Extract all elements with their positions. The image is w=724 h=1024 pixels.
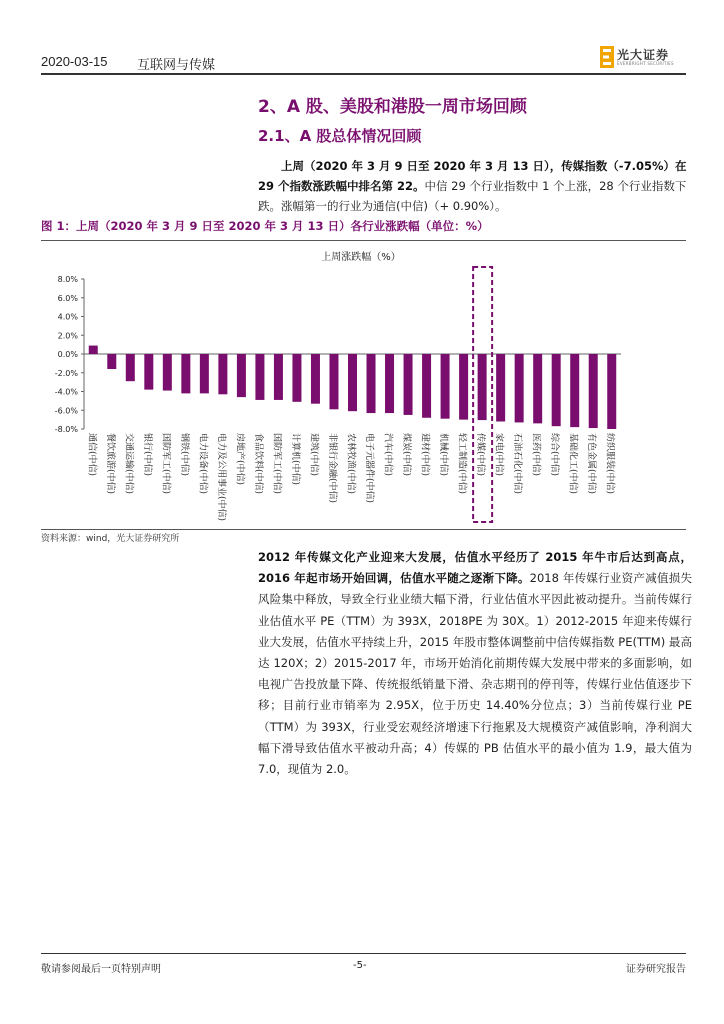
- category-label: 交通运输(中信): [123, 433, 134, 495]
- y-tick-label: -2.0%: [54, 368, 78, 378]
- bar: [496, 354, 505, 422]
- bar: [200, 354, 209, 393]
- category-label: 农林牧渔(中信): [345, 433, 356, 495]
- bar: [348, 354, 357, 411]
- category-label: 建材(中信): [419, 433, 430, 477]
- bar: [292, 354, 301, 402]
- y-tick-label: 0.0%: [57, 350, 78, 359]
- bar: [311, 354, 320, 404]
- bar: [218, 354, 227, 394]
- page-header: [41, 52, 686, 76]
- valuation-body: 2018 年传媒行业资产减值损失风险集中释放，导致全行业业绩大幅下滑，行业估值水平因此被动提升。当前传媒行业估值水平 PE（TTM）为 393X，2018PE 为 30X。1）2012-2015 年迎来传媒行业大发展，估值水平持续上升，2015 年股市整体调整前中信传媒指数 PE(TTM) 最高达 120X；2）2015-2017 年，市场开始消化前期传媒大发展中带来的多面影响，如电视广告投放量下降、传统报纸销量下滑、杂志期刊的停刊等，传媒行业估值逐步下移；目前行业市销率为 2.95X，位于历史 14.40%分位点；3）当前传媒行业 PE（TTM）为 393X，行业受宏观经济增速下行拖累及大规模资产减值影响，净利润大幅下滑导致估值水平被动升高；4）传媒的 PB 估值水平的最小值为 1.9，最大值为 7.0，现值为 2.0。: [258, 571, 693, 777]
- category-label: 家电(中信): [493, 433, 504, 477]
- footer-rule: [41, 953, 686, 954]
- category-label: 汽车(中信): [382, 433, 393, 477]
- weekly-summary-rest: 中信 29 个行业指数中 1 个上涨，28 个行业指数下跌。涨幅第一的行业为通信(中信)（+ 0.90%）。: [258, 179, 687, 213]
- bar: [107, 354, 116, 369]
- category-label: 电子元器件(中信): [364, 433, 375, 504]
- figure-title: 图 1：上周（2020 年 3 月 9 日至 2020 年 3 月 13 日）各行业涨跌幅（单位：%）: [41, 219, 489, 233]
- bar: [144, 354, 153, 390]
- header-rule: [41, 73, 686, 75]
- category-label: 机械(中信): [438, 433, 449, 477]
- category-label: 电力设备(中信): [197, 433, 208, 495]
- category-label: 综合(中信): [549, 433, 560, 477]
- bar: [367, 354, 376, 413]
- y-tick-label: -4.0%: [54, 387, 78, 397]
- category-label: 房地产(中信): [234, 433, 245, 486]
- category-label: 电力及公用事业(中信): [215, 433, 226, 522]
- bar: [329, 354, 338, 409]
- logo-name: 光大证券: [617, 48, 670, 62]
- category-label: 非银行金融(中信): [326, 433, 337, 504]
- y-tick-label: 2.0%: [57, 331, 78, 341]
- category-label: 餐饮旅游(中信): [104, 433, 115, 495]
- category-label: 银行(中信): [141, 433, 152, 477]
- valuation-lead: 2012 年传媒文化产业迎来大发展，估值水平经历了 2015 年牛市后达到高点，2016 年起市场开始回调，估值水平随之逐渐下降。: [258, 550, 692, 586]
- bar: [552, 354, 561, 426]
- category-label: 建筑(中信): [308, 433, 319, 477]
- y-tick-label: 8.0%: [57, 275, 78, 284]
- footer-report-type: 证券研究报告: [626, 964, 686, 975]
- y-tick-label: -8.0%: [54, 425, 78, 434]
- category-label: 食品饮料(中信): [252, 433, 263, 495]
- page-number: -5-: [353, 960, 367, 971]
- industry-return-bar-chart: [41, 242, 686, 528]
- weekly-summary-bold: 上周（2020 年 3 月 9 日至 2020 年 3 月 13 日），传媒指数（-7.05%）在 29 个指数涨跌幅中排名第 22。: [258, 159, 687, 193]
- company-logo: [600, 46, 690, 72]
- bar: [441, 354, 450, 419]
- logo-mark-icon: [600, 46, 614, 68]
- figure-top-rule: [41, 240, 686, 241]
- category-label: 基础化工(中信): [567, 433, 578, 495]
- category-label: 传媒(中信): [475, 433, 486, 477]
- bar: [589, 354, 598, 428]
- bar: [181, 354, 190, 393]
- footer-disclaimer: 敬请参阅最后一页特别声明: [41, 964, 161, 975]
- valuation-paragraph: [258, 547, 692, 780]
- figure-source: 资料来源：wind，光大证券研究所: [41, 534, 180, 544]
- figure-bottom-rule: [41, 529, 686, 530]
- section-heading: 2、A 股、美股和港股一周市场回顾: [258, 97, 527, 117]
- bar: [533, 354, 542, 423]
- bar: [607, 354, 616, 429]
- chart-title: 上周涨跌幅（%）: [321, 252, 401, 263]
- category-label: 通信(中信): [86, 433, 97, 477]
- bar: [385, 354, 394, 413]
- bar: [515, 354, 524, 422]
- bar: [459, 354, 468, 420]
- page-footer: [41, 953, 686, 975]
- logo-subtitle: EVERBRIGHT SECURITIES: [617, 61, 674, 66]
- category-label: 纺织服装(中信): [604, 433, 615, 495]
- bar: [478, 354, 487, 420]
- category-label: 有色金属(中信): [586, 433, 597, 495]
- bar: [89, 346, 98, 354]
- category-label: 国防军工(中信): [160, 433, 171, 495]
- subsection-heading: 2.1、A 股总体情况回顾: [258, 127, 422, 145]
- bar: [570, 354, 579, 427]
- weekly-summary-paragraph: [258, 156, 692, 216]
- bar: [404, 354, 413, 415]
- bar: [126, 354, 135, 381]
- y-tick-label: 4.0%: [57, 312, 78, 322]
- bar: [422, 354, 431, 418]
- category-label: 煤炭(中信): [401, 433, 412, 477]
- report-sector: 互联网与传媒: [137, 58, 216, 73]
- bar: [274, 354, 283, 400]
- report-date: 2020-03-15: [41, 54, 108, 69]
- category-label: 计算机(中信): [289, 433, 300, 486]
- category-label: 国防军工(中信): [271, 433, 282, 495]
- category-label: 钢铁(中信): [178, 433, 189, 477]
- bar: [163, 354, 172, 391]
- bar: [237, 354, 246, 397]
- category-label: 医药(中信): [530, 433, 541, 477]
- bar: [255, 354, 264, 400]
- y-tick-label: 6.0%: [57, 293, 78, 303]
- category-label: 轻工制造(中信): [456, 433, 467, 495]
- category-label: 石油石化(中信): [512, 433, 523, 495]
- y-tick-label: -6.0%: [54, 406, 78, 416]
